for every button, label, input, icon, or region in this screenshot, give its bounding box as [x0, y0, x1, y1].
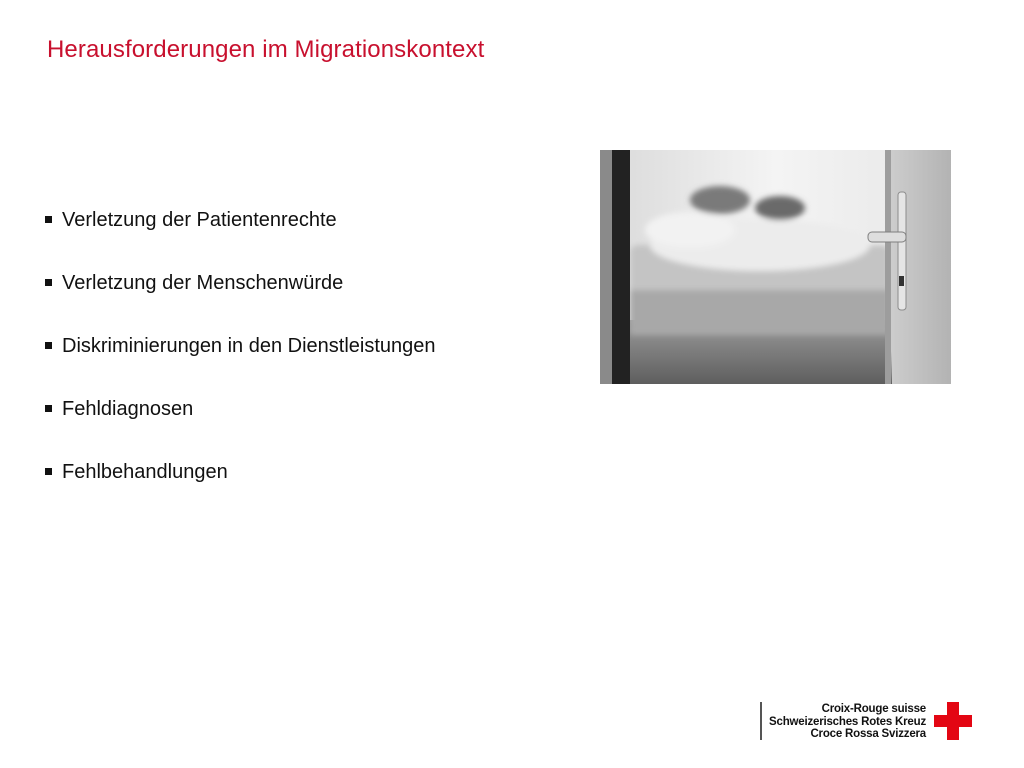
square-bullet-icon — [45, 342, 52, 349]
square-bullet-icon — [45, 279, 52, 286]
square-bullet-icon — [45, 405, 52, 412]
bullet-text: Diskriminierungen in den Dienstleistungen — [62, 335, 436, 357]
bullet-item — [44, 268, 436, 331]
red-cross-logo — [760, 702, 974, 742]
square-bullet-icon — [45, 468, 52, 475]
bullet-text: Fehlbehandlungen — [62, 461, 228, 483]
logo-line-french: Croix-Rouge suisse — [821, 703, 926, 715]
red-cross-icon — [934, 702, 972, 740]
bedroom-door-photo — [600, 150, 951, 384]
bullet-list — [44, 205, 436, 520]
logo-line-italian: Croce Rossa Svizzera — [810, 728, 926, 740]
slide-title: Herausforderungen im Migrationskontext — [47, 36, 485, 63]
bullet-item — [44, 331, 436, 394]
square-bullet-icon — [45, 216, 52, 223]
bullet-item — [44, 205, 436, 268]
logo-divider — [760, 702, 762, 740]
bullet-item — [44, 457, 436, 520]
logo-line-german: Schweizerisches Rotes Kreuz — [769, 715, 926, 728]
bullet-item — [44, 394, 436, 457]
bullet-text: Verletzung der Patientenrechte — [62, 209, 337, 231]
bullet-text: Verletzung der Menschenwürde — [62, 272, 344, 294]
bullet-text: Fehldiagnosen — [62, 398, 194, 420]
logo-text — [769, 703, 926, 741]
